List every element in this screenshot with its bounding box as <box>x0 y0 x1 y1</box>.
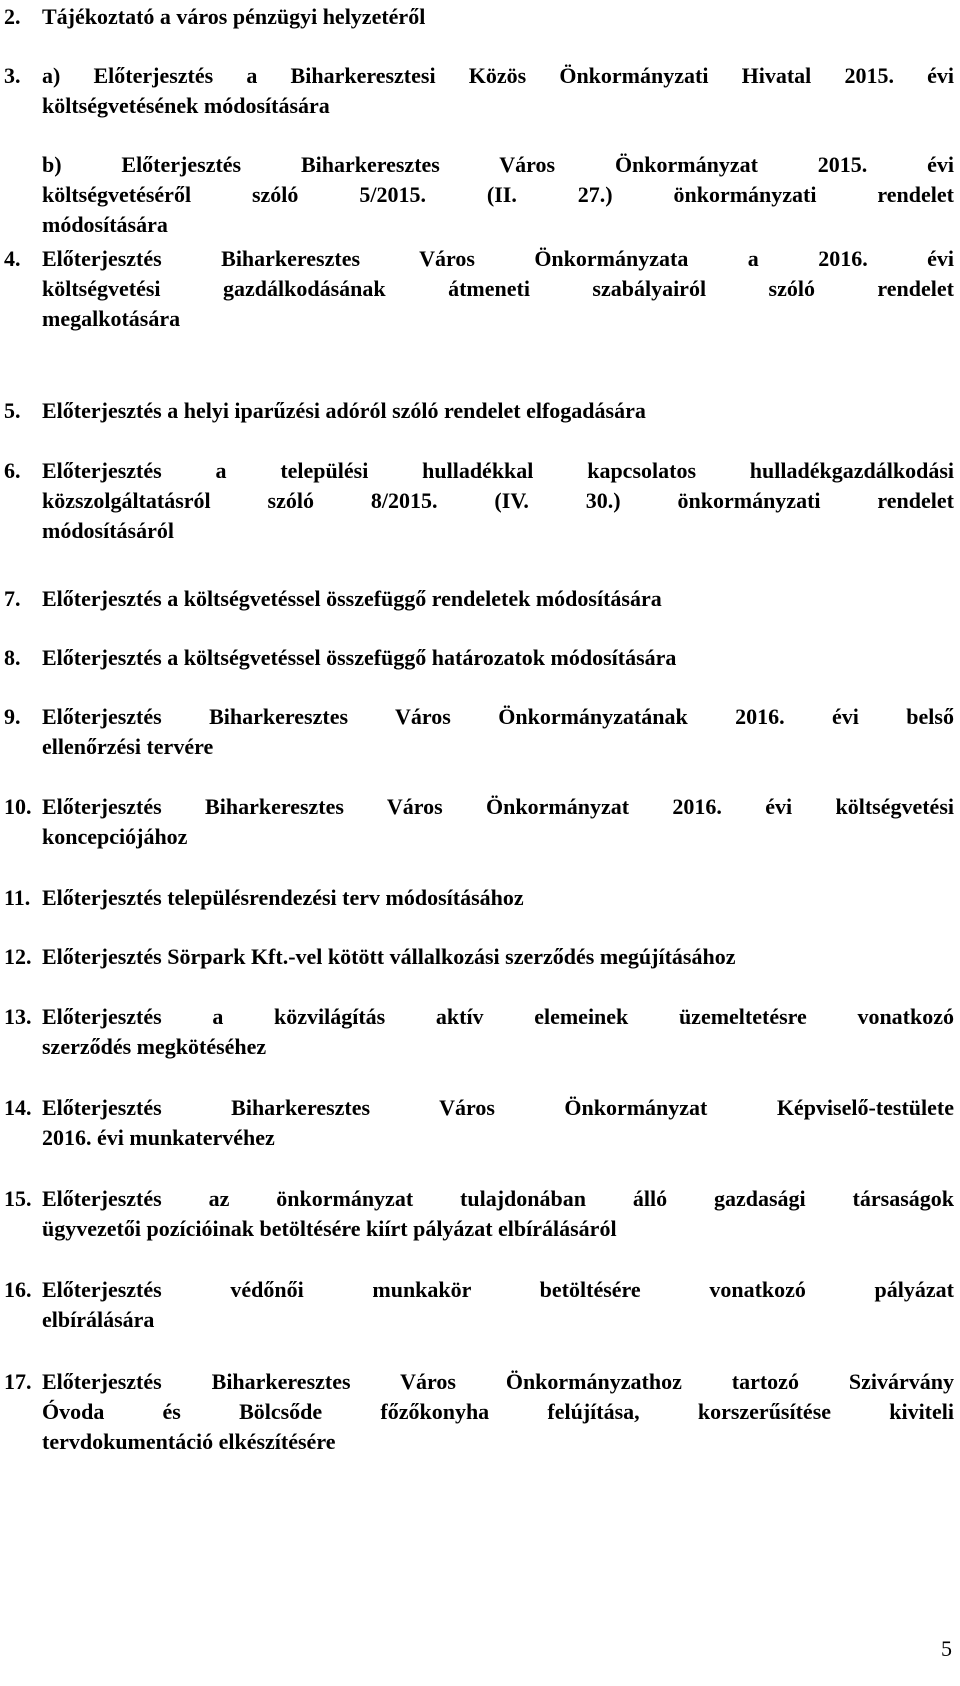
item-line: módosítására <box>42 212 168 237</box>
item-number: 12. <box>4 944 32 969</box>
item-line: tervdokumentáció elkészítésére <box>42 1429 336 1454</box>
item-line: Előterjesztés Biharkeresztes Város Önkormányzata a 2016. évi <box>42 246 954 271</box>
item-line: Előterjesztés az önkormányzat tulajdonában álló gazdasági társaságok <box>42 1186 954 1211</box>
item-number: 13. <box>4 1004 32 1029</box>
item-number: 6. <box>4 458 21 483</box>
item-line: Előterjesztés a költségvetéssel összefüggő rendeletek módosítására <box>42 586 662 611</box>
item-number: 14. <box>4 1095 32 1120</box>
item-text <box>42 1002 954 1062</box>
item-line: elbírálására <box>42 1307 155 1332</box>
item-text <box>42 2 954 32</box>
item-line: Előterjesztés a helyi iparűzési adóról szóló rendelet elfogadására <box>42 398 646 423</box>
item-number: 3. <box>4 63 21 88</box>
item-text <box>42 584 954 614</box>
item-line: ellenőrzési tervére <box>42 734 214 759</box>
item-number: 9. <box>4 704 21 729</box>
item-text <box>42 150 954 240</box>
item-number: 7. <box>4 586 21 611</box>
item-line: Tájékoztató a város pénzügyi helyzetéről <box>42 4 426 29</box>
item-line: megalkotására <box>42 306 181 331</box>
item-text <box>42 396 954 426</box>
item-text <box>42 1093 954 1153</box>
item-line: költségvetéséről szóló 5/2015. (II. 27.) önkormányzati rendelet <box>42 182 954 207</box>
item-line: a) Előterjesztés a Biharkeresztesi Közös Önkormányzati Hivatal 2015. évi <box>42 63 954 88</box>
item-number: 10. <box>4 794 32 819</box>
item-line: ügyvezetői pozícióinak betöltésére kiírt pályázat elbírálásáról <box>42 1216 617 1241</box>
item-number: 15. <box>4 1186 32 1211</box>
item-line: módosításáról <box>42 518 174 543</box>
item-number: 2. <box>4 4 21 29</box>
item-text <box>42 1184 954 1244</box>
item-line: költségvetésének módosítására <box>42 93 330 118</box>
item-line: b) Előterjesztés Biharkeresztes Város Önkormányzat 2015. évi <box>42 152 954 177</box>
item-text <box>42 942 954 972</box>
item-line: Előterjesztés a települési hulladékkal kapcsolatos hulladékgazdálkodási <box>42 458 954 483</box>
item-line: Előterjesztés településrendezési terv módosításához <box>42 885 524 910</box>
item-text <box>42 702 954 762</box>
item-text <box>42 792 954 852</box>
item-line: Előterjesztés Sörpark Kft.-vel kötött vállalkozási szerződés megújításához <box>42 944 736 969</box>
page-number: 5 <box>941 1636 952 1661</box>
item-number: 11. <box>4 885 31 910</box>
item-text <box>42 456 954 546</box>
item-text <box>42 61 954 121</box>
item-line: Óvoda és Bölcsőde főzőkonyha felújítása, korszerűsítése kiviteli <box>42 1399 954 1424</box>
item-line: Előterjesztés védőnői munkakör betöltésére vonatkozó pályázat <box>42 1277 954 1302</box>
item-line: Előterjesztés Biharkeresztes Város Önkormányzat 2016. évi költségvetési <box>42 794 954 819</box>
item-number: 17. <box>4 1369 32 1394</box>
item-line: Előterjesztés Biharkeresztes Város Önkormányzathoz tartozó Szivárvány <box>42 1369 954 1394</box>
item-text <box>42 1275 954 1335</box>
item-text <box>42 883 954 913</box>
item-number: 16. <box>4 1277 32 1302</box>
item-text <box>42 643 954 673</box>
item-number: 4. <box>4 246 21 271</box>
item-text <box>42 244 954 334</box>
item-line: Előterjesztés a közvilágítás aktív elemeinek üzemeltetésre vonatkozó <box>42 1004 954 1029</box>
item-line: Előterjesztés Biharkeresztes Város Önkormányzat Képviselő-testülete <box>42 1095 954 1120</box>
item-number: 5. <box>4 398 21 423</box>
item-text <box>42 1367 954 1457</box>
item-line: szerződés megkötéséhez <box>42 1034 267 1059</box>
item-line: koncepciójához <box>42 824 188 849</box>
item-line: Előterjesztés Biharkeresztes Város Önkormányzatának 2016. évi belső <box>42 704 954 729</box>
item-line: 2016. évi munkatervéhez <box>42 1125 275 1150</box>
item-line: költségvetési gazdálkodásának átmeneti szabályairól szóló rendelet <box>42 276 954 301</box>
item-line: Előterjesztés a költségvetéssel összefüggő határozatok módosítására <box>42 645 677 670</box>
item-number: 8. <box>4 645 21 670</box>
item-line: közszolgáltatásról szóló 8/2015. (IV. 30.) önkormányzati rendelet <box>42 488 954 513</box>
